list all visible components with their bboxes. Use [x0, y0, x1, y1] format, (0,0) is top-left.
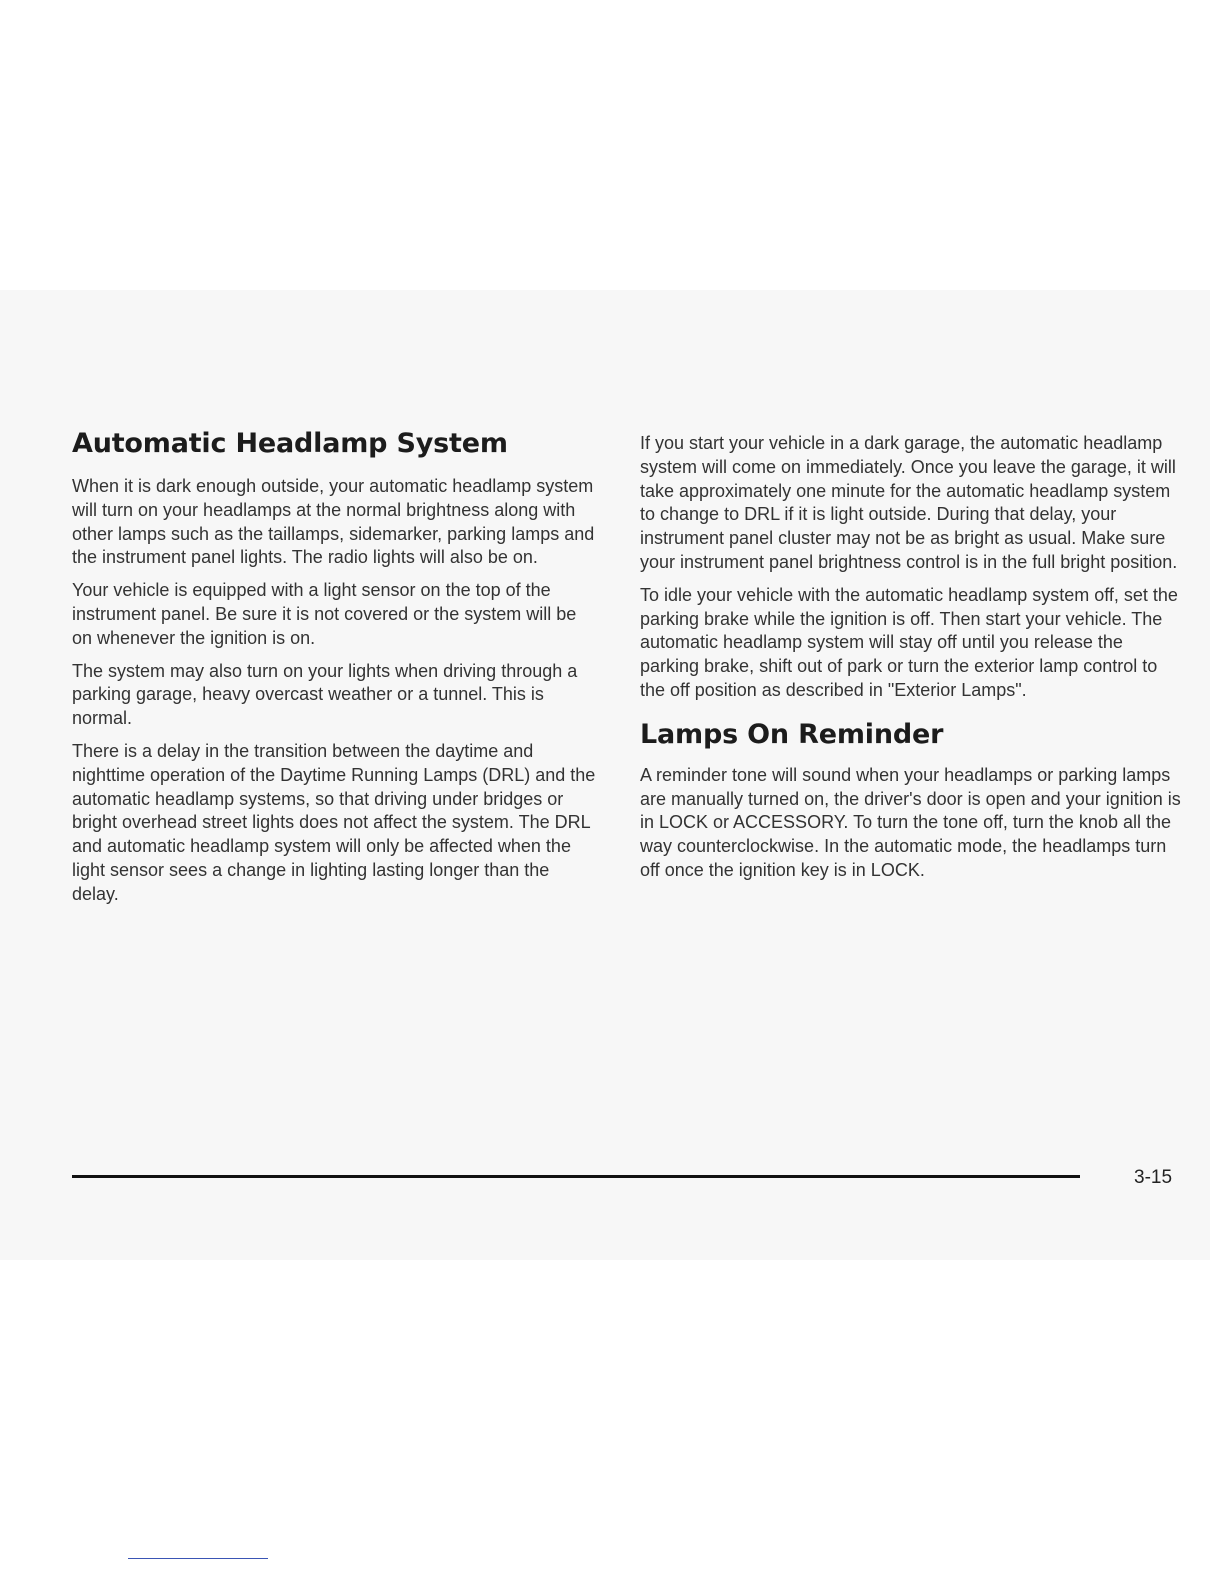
paragraph: To idle your vehicle with the automatic headlamp system off, set the parking brake while the ignition is off. Then start your vehicle. The automatic headlamp system will stay off until you release the parking brake, shift out of park or turn the exterior lamp control to the off position as described in "Exterior Lamps".	[640, 584, 1178, 700]
paragraph: When it is dark enough outside, your automatic headlamp system will turn on your headlamps at the normal brightness along with other lamps such as the taillamps, sidemarker, parking lamps and the instrument panel lights. The radio lights will also be on.	[72, 476, 595, 568]
paragraph: The system may also turn on your lights when driving through a parking garage, heavy overcast weather or a tunnel. This is normal.	[72, 660, 578, 729]
link-underline	[128, 1558, 268, 1559]
left-column	[72, 428, 597, 916]
paragraph: There is a delay in the transition between the daytime and nighttime operation of the Daytime Running Lamps (DRL) and the automatic headlamp systems, so that driving under bridges or bright overhead street lights does not affect the system. The DRL and automatic headlamp system will only be affected when the light sensor sees a change in lighting lasting longer than the delay.	[72, 740, 596, 904]
right-column	[640, 432, 1185, 892]
paragraph: Your vehicle is equipped with a light sensor on the top of the instrument panel. Be sure it is not covered or the system will be on whenever the ignition is on.	[72, 580, 577, 648]
section-heading-automatic-headlamp-system: Automatic Headlamp System	[72, 428, 508, 459]
footer-rule	[72, 1175, 1080, 1178]
section-heading-lamps-on-reminder: Lamps On Reminder	[640, 718, 944, 750]
page-number: 3-15	[1134, 1167, 1173, 1188]
paragraph: A reminder tone will sound when your headlamps or parking lamps are manually turned on, the driver's door is open and your ignition is in LOCK or ACCESSORY. To turn the tone off, turn the knob all the way counterclockwise. In the automatic mode, the headlamps turn off once the ignition key is in LOCK.	[640, 764, 1181, 880]
paragraph: If you start your vehicle in a dark garage, the automatic headlamp system will come on immediately. Once you leave the garage, it will take approximately one minute for the automatic headlamp system to change to DRL if it is light outside. During that delay, your instrument panel cluster may not be as bright as usual. Make sure your instrument panel brightness control is in the full bright position.	[640, 433, 1178, 572]
